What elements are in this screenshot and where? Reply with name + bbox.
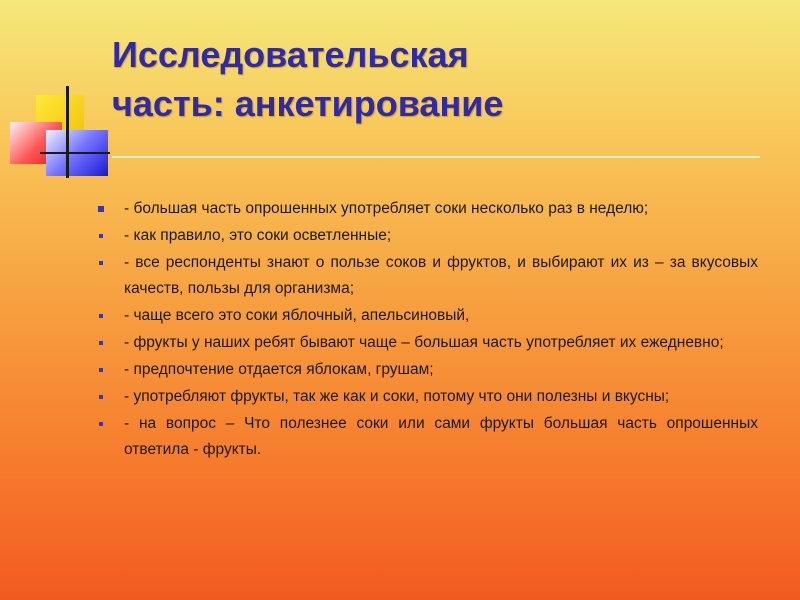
list-item-text: - на вопрос – Что полезнее соки или сами фрукты большая часть опрошенных ответила - фрукты.	[124, 415, 758, 458]
list-item	[98, 411, 758, 463]
list-item	[98, 196, 758, 222]
bullet-icon	[99, 422, 103, 426]
bullet-icon	[99, 368, 103, 372]
bullet-icon	[99, 314, 103, 318]
list-item-text: - как правило, это соки осветленные;	[124, 227, 392, 244]
list-item	[98, 303, 758, 329]
slide-title-line-1: Исследовательская	[112, 34, 469, 75]
bullet-icon	[99, 341, 103, 345]
list-item-text: - большая часть опрошенных употребляет соки несколько раз в неделю;	[124, 200, 649, 217]
list-item-text: - употребляют фрукты, так же как и соки, потому что они полезны и вкусны;	[124, 388, 670, 405]
list-item	[98, 250, 758, 302]
title-divider	[112, 156, 760, 158]
bullet-icon	[99, 234, 103, 238]
decorative-squares-logo	[0, 0, 130, 190]
horizontal-line	[40, 152, 110, 154]
list-item-text: - все респонденты знают о пользе соков и фруктов, и выбирают их из – за вкусовых качеств, пользы для организма;	[124, 254, 758, 297]
list-item	[98, 357, 758, 383]
list-item	[98, 223, 758, 249]
list-item	[98, 330, 758, 356]
list-item-text: - чаще всего это соки яблочный, апельсиновый,	[124, 307, 470, 324]
slide-title-line-2: часть: анкетирование	[112, 83, 504, 124]
vertical-line	[66, 86, 69, 178]
findings-list	[98, 196, 758, 464]
list-item-text: - предпочтение отдается яблокам, грушам;	[124, 361, 434, 378]
slide-title	[112, 30, 772, 128]
bullet-icon	[98, 206, 104, 212]
bullet-icon	[99, 261, 103, 265]
list-item	[98, 384, 758, 410]
bullet-icon	[99, 395, 103, 399]
list-item-text: - фрукты у наших ребят бывают чаще – большая часть употребляет их ежедневно;	[124, 334, 724, 351]
